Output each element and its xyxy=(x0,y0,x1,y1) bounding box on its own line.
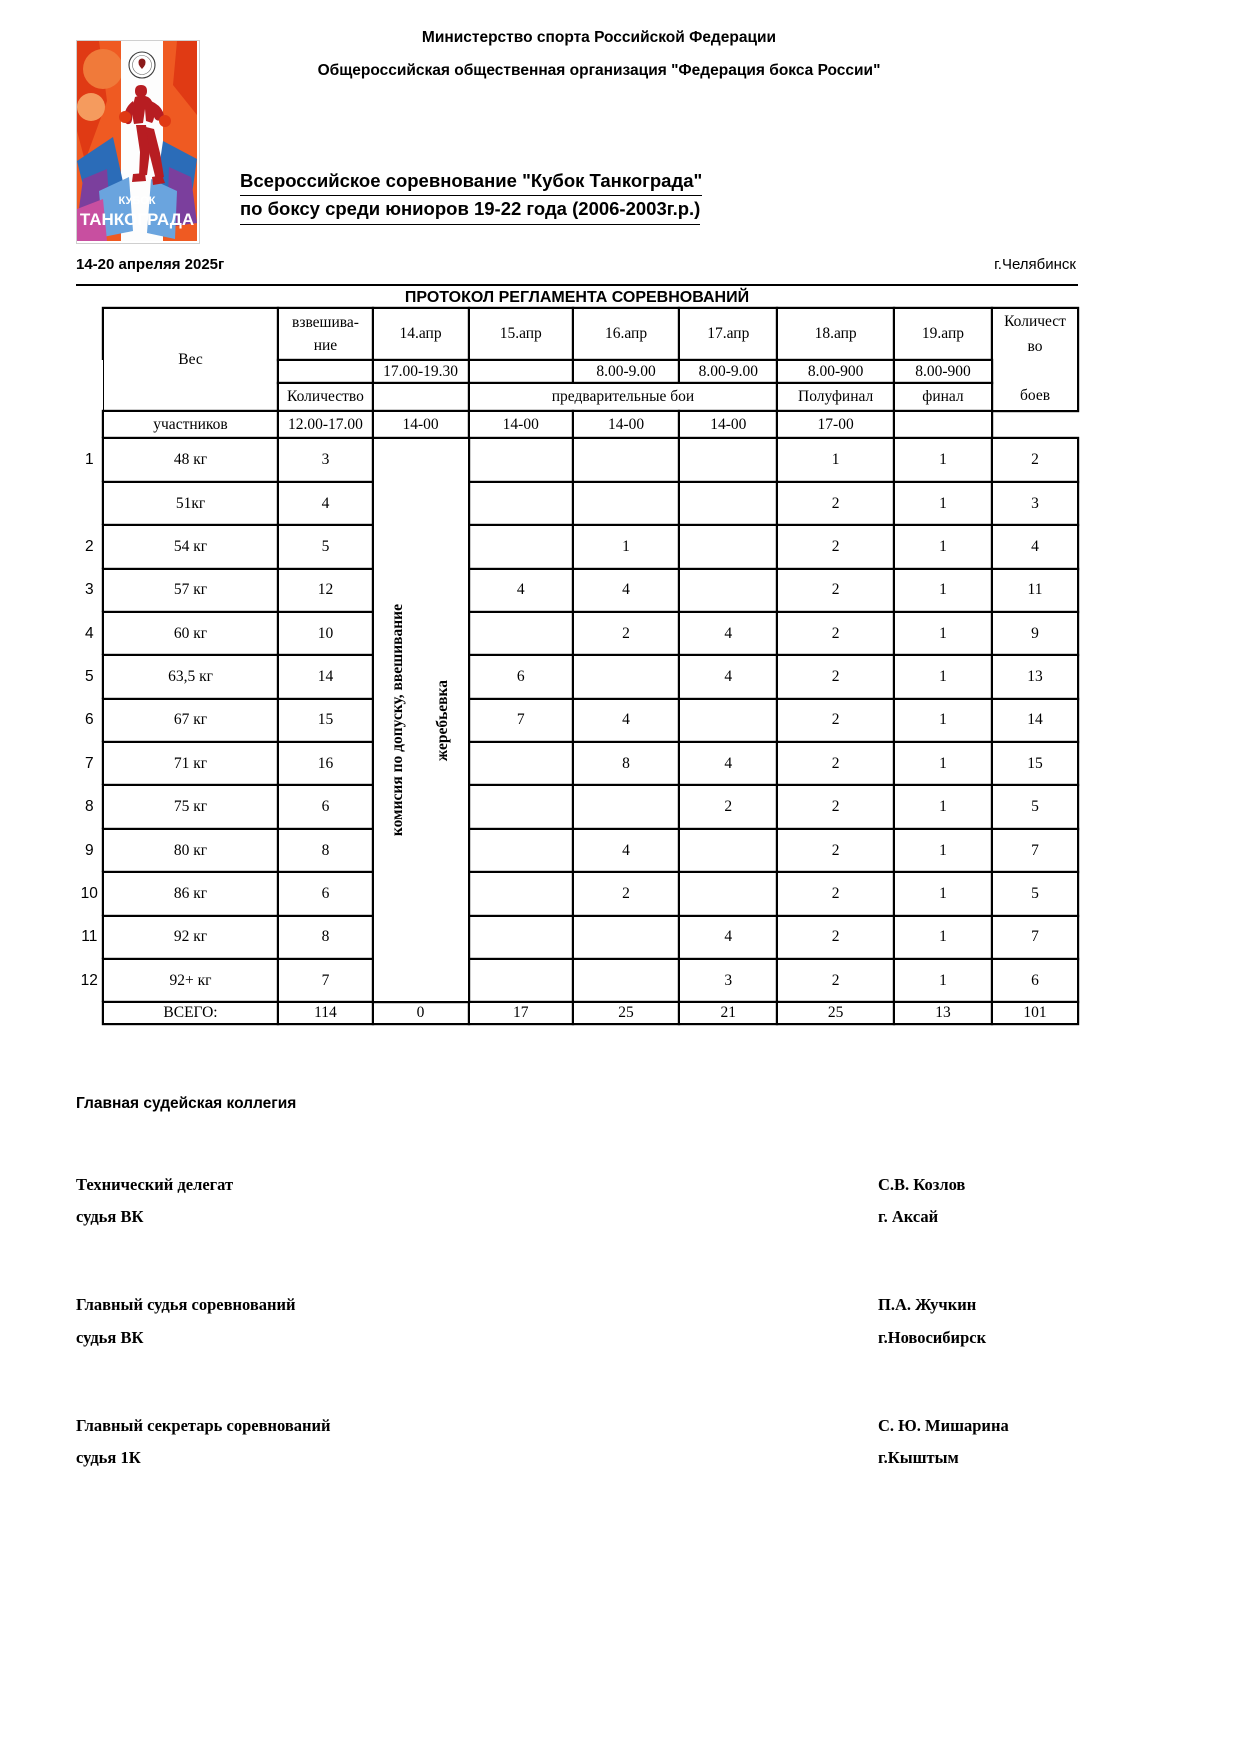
row-d17 xyxy=(679,482,777,525)
header-weighin xyxy=(278,308,372,360)
table-row xyxy=(76,569,1078,612)
header-weight: Вес xyxy=(103,308,279,411)
header-weighin-line1: взвешива- xyxy=(292,313,359,331)
row-index: 12 xyxy=(76,959,103,1003)
row-d16 xyxy=(573,482,679,525)
weighin-time-15apr xyxy=(469,360,573,383)
total-d18: 25 xyxy=(777,1002,894,1024)
table-row xyxy=(76,829,1078,872)
signature-name: П.А. Жучкин xyxy=(878,1295,977,1315)
row-bouts: 2 xyxy=(992,438,1078,481)
header-date-18apr: 18.апр xyxy=(777,308,894,360)
start-time-19apr: 17-00 xyxy=(777,411,894,438)
header-bouts-line3: боев xyxy=(1020,387,1051,405)
row-bouts: 15 xyxy=(992,742,1078,785)
competition-title-line-1: Всероссийское соревнование "Кубок Танкограда" xyxy=(240,168,702,196)
row-index: 1 xyxy=(76,438,103,481)
row-index: 4 xyxy=(76,612,103,655)
row-d19: 1 xyxy=(894,785,992,828)
tournament-poster-image xyxy=(76,40,200,244)
row-bouts: 6 xyxy=(992,959,1078,1003)
row-index: 9 xyxy=(76,829,103,872)
protocol-title: ПРОТОКОЛ РЕГЛАМЕНТА СОРЕВНОВАНИЙ xyxy=(76,284,1078,307)
row-weight: 80 кг xyxy=(103,829,279,872)
row-weight: 92+ кг xyxy=(103,959,279,1003)
start-time-14apr: 12.00-17.00 xyxy=(278,411,372,438)
row-d17: 4 xyxy=(679,742,777,785)
date-city-row xyxy=(76,256,1076,273)
row-participants: 7 xyxy=(278,959,372,1003)
total-d17: 21 xyxy=(679,1002,777,1024)
document-header xyxy=(0,24,1240,254)
row-participants: 3 xyxy=(278,438,372,481)
total-label: ВСЕГО: xyxy=(103,1002,279,1024)
stage-preliminary: предварительные бои xyxy=(469,383,778,411)
event-dates: 14-20 апреляя 2025г xyxy=(76,256,225,273)
total-d16: 25 xyxy=(573,1002,679,1024)
row-d15: 6 xyxy=(469,655,573,698)
row-d18: 2 xyxy=(777,916,894,959)
signature-name-block xyxy=(878,1289,1078,1353)
row-bouts: 5 xyxy=(992,785,1078,828)
row-d16: 4 xyxy=(573,569,679,612)
weighin-header-blank xyxy=(278,360,372,383)
start-time-18apr: 14-00 xyxy=(679,411,777,438)
row-d17: 4 xyxy=(679,655,777,698)
row-d15 xyxy=(469,872,573,915)
row-d18: 2 xyxy=(777,742,894,785)
row-bouts: 7 xyxy=(992,829,1078,872)
signature-city: г. Аксай xyxy=(878,1207,939,1227)
row-d17 xyxy=(679,525,777,568)
signature-entry-chief-secretary xyxy=(76,1410,1078,1474)
row-participants: 5 xyxy=(278,525,372,568)
table-row xyxy=(76,438,1078,481)
header-date-14apr: 14.апр xyxy=(373,308,469,360)
row-weight: 57 кг xyxy=(103,569,279,612)
table-header-dates-row xyxy=(76,308,1078,360)
row-d18: 2 xyxy=(777,569,894,612)
weighin-time-19apr: 8.00-900 xyxy=(894,360,992,383)
commission-vertical-text: комисия по допуску, ввешивание xyxy=(389,604,407,837)
row-d16 xyxy=(573,438,679,481)
row-d17: 3 xyxy=(679,959,777,1003)
event-city: г.Челябинск xyxy=(994,256,1076,273)
row-weight: 67 кг xyxy=(103,699,279,742)
table-row xyxy=(76,699,1078,742)
row-index xyxy=(76,482,103,525)
row-d17 xyxy=(679,438,777,481)
jury-heading: Главная судейская коллегия xyxy=(76,1095,297,1112)
row-index: 8 xyxy=(76,785,103,828)
weighin-time-17apr: 8.00-9.00 xyxy=(679,360,777,383)
row-weight: 71 кг xyxy=(103,742,279,785)
row-participants: 15 xyxy=(278,699,372,742)
row-d15 xyxy=(469,916,573,959)
row-participants: 8 xyxy=(278,916,372,959)
row-d17: 4 xyxy=(679,916,777,959)
row-d18: 2 xyxy=(777,699,894,742)
row-participants: 8 xyxy=(278,829,372,872)
row-participants: 6 xyxy=(278,785,372,828)
row-d18: 2 xyxy=(777,959,894,1003)
row-d19: 1 xyxy=(894,569,992,612)
row-d18: 2 xyxy=(777,482,894,525)
weighin-time-18apr: 8.00-900 xyxy=(777,360,894,383)
row-participants: 14 xyxy=(278,655,372,698)
row-d16: 2 xyxy=(573,612,679,655)
index-spacer xyxy=(76,1002,103,1024)
row-d18: 2 xyxy=(777,872,894,915)
row-bouts: 5 xyxy=(992,872,1078,915)
row-index: 2 xyxy=(76,525,103,568)
poster-artwork xyxy=(77,41,197,241)
row-index: 5 xyxy=(76,655,103,698)
regulations-table-wrapper xyxy=(76,308,1078,1024)
row-d15: 7 xyxy=(469,699,573,742)
signature-name-block xyxy=(878,1169,1078,1233)
row-d16 xyxy=(573,655,679,698)
table-row xyxy=(76,655,1078,698)
poster-tankograda-text: ТАНКОГРАДА xyxy=(79,210,195,229)
total-d19: 13 xyxy=(894,1002,992,1024)
row-d18: 2 xyxy=(777,525,894,568)
start-time-17apr: 14-00 xyxy=(573,411,679,438)
signature-name: С.В. Козлов xyxy=(878,1175,966,1194)
signature-role-line1: Главный секретарь соревнований xyxy=(76,1415,331,1435)
row-index: 6 xyxy=(76,699,103,742)
row-d15 xyxy=(469,525,573,568)
row-d17 xyxy=(679,569,777,612)
row-d19: 1 xyxy=(894,438,992,481)
signature-role-line2: судья ВК xyxy=(76,1207,144,1227)
row-index: 11 xyxy=(76,916,103,959)
row-d15 xyxy=(469,959,573,1003)
row-weight: 54 кг xyxy=(103,525,279,568)
row-bouts: 4 xyxy=(992,525,1078,568)
row-d19: 1 xyxy=(894,959,992,1003)
stage-final: финал xyxy=(894,383,992,411)
start-time-15apr: 14-00 xyxy=(373,411,469,438)
row-index: 3 xyxy=(76,569,103,612)
index-spacer xyxy=(76,411,103,438)
row-d19: 1 xyxy=(894,742,992,785)
row-weight: 60 кг xyxy=(103,612,279,655)
row-d19: 1 xyxy=(894,525,992,568)
row-d16 xyxy=(573,916,679,959)
commission-vertical-cell xyxy=(373,438,469,1002)
table-row xyxy=(76,872,1078,915)
row-bouts: 13 xyxy=(992,655,1078,698)
signature-city: г.Новосибирск xyxy=(878,1327,987,1347)
draw-vertical-text: жеребьевка xyxy=(434,679,452,761)
table-header-starttimes-row xyxy=(76,411,1078,438)
ministry-heading xyxy=(210,30,1110,78)
table-row xyxy=(76,612,1078,655)
header-date-19apr: 19.апр xyxy=(894,308,992,360)
row-d19: 1 xyxy=(894,482,992,525)
signatures-section xyxy=(76,1095,1078,1474)
row-d15 xyxy=(469,438,573,481)
row-d16: 4 xyxy=(573,829,679,872)
row-d16 xyxy=(573,959,679,1003)
competition-title-line-2: по боксу среди юниоров 19-22 года (2006-2003г.р.) xyxy=(240,196,700,224)
row-d18: 2 xyxy=(777,655,894,698)
header-date-15apr: 15.апр xyxy=(469,308,573,360)
row-weight: 51кг xyxy=(103,482,279,525)
stage-semifinal: Полуфинал xyxy=(777,383,894,411)
row-participants: 4 xyxy=(278,482,372,525)
index-spacer xyxy=(76,308,103,360)
signature-role-line2: судья 1К xyxy=(76,1447,141,1467)
row-d18: 2 xyxy=(777,612,894,655)
signature-name-block xyxy=(878,1410,1078,1474)
row-index: 10 xyxy=(76,872,103,915)
total-bouts: 101 xyxy=(992,1002,1078,1024)
row-d16 xyxy=(573,785,679,828)
signature-entry-chief-judge xyxy=(76,1289,1078,1353)
stage-blank-14apr xyxy=(373,383,469,411)
row-d18: 2 xyxy=(777,829,894,872)
row-d17 xyxy=(679,829,777,872)
table-total-row xyxy=(76,1002,1078,1024)
row-d17: 2 xyxy=(679,785,777,828)
row-d16: 4 xyxy=(573,699,679,742)
signature-role-line1: Главный судья соревнований xyxy=(76,1295,296,1315)
header-participants-qty xyxy=(278,383,372,411)
poster-kubok-text: КУБОК xyxy=(118,195,156,207)
row-participants: 12 xyxy=(278,569,372,612)
weighin-time-16apr: 8.00-9.00 xyxy=(573,360,679,383)
start-time-16apr: 14-00 xyxy=(469,411,573,438)
row-d19: 1 xyxy=(894,872,992,915)
header-qty-line1: Количество xyxy=(287,388,364,406)
row-d16: 2 xyxy=(573,872,679,915)
row-weight: 75 кг xyxy=(103,785,279,828)
header-participants-word: участников xyxy=(103,411,279,438)
row-d17: 4 xyxy=(679,612,777,655)
row-weight: 92 кг xyxy=(103,916,279,959)
row-bouts: 3 xyxy=(992,482,1078,525)
row-d19: 1 xyxy=(894,829,992,872)
table-row xyxy=(76,916,1078,959)
signature-name: С. Ю. Мишарина xyxy=(878,1415,1009,1435)
row-participants: 6 xyxy=(278,872,372,915)
row-bouts: 11 xyxy=(992,569,1078,612)
row-bouts: 14 xyxy=(992,699,1078,742)
total-d15: 17 xyxy=(469,1002,573,1024)
total-d14: 0 xyxy=(373,1002,469,1024)
row-d19: 1 xyxy=(894,699,992,742)
table-row xyxy=(76,482,1078,525)
ministry-line-1: Министерство спорта Российской Федерации xyxy=(421,29,777,46)
competition-title xyxy=(240,168,840,225)
index-spacer xyxy=(76,360,103,383)
signature-entry-technical-delegate xyxy=(76,1169,1078,1233)
ministry-line-2: Общероссийская общественная организация "Федерация бокса России" xyxy=(317,61,881,79)
row-d18: 1 xyxy=(777,438,894,481)
row-d15 xyxy=(469,785,573,828)
row-participants: 16 xyxy=(278,742,372,785)
total-participants: 114 xyxy=(278,1002,372,1024)
row-d17 xyxy=(679,699,777,742)
table-row xyxy=(76,742,1078,785)
row-d16: 8 xyxy=(573,742,679,785)
signature-city: г.Кыштым xyxy=(878,1447,959,1467)
header-date-17apr: 17.апр xyxy=(679,308,777,360)
row-d15 xyxy=(469,742,573,785)
row-weight: 86 кг xyxy=(103,872,279,915)
row-index: 7 xyxy=(76,742,103,785)
table-row xyxy=(76,785,1078,828)
row-d19: 1 xyxy=(894,916,992,959)
signature-role-line2: судья ВК xyxy=(76,1327,144,1347)
row-weight: 48 кг xyxy=(103,438,279,481)
index-spacer xyxy=(76,383,103,411)
header-bouts-line1: Количест xyxy=(1004,313,1066,330)
row-d15 xyxy=(469,612,573,655)
header-date-16apr: 16.апр xyxy=(573,308,679,360)
row-d19: 1 xyxy=(894,655,992,698)
row-d17 xyxy=(679,872,777,915)
row-weight: 63,5 кг xyxy=(103,655,279,698)
regulations-table xyxy=(76,308,1078,1024)
row-d15 xyxy=(469,482,573,525)
bouts-header-blank xyxy=(894,411,992,438)
signature-role-line1: Технический делегат xyxy=(76,1175,234,1194)
header-bouts-count xyxy=(992,308,1078,411)
row-d18: 2 xyxy=(777,785,894,828)
row-bouts: 9 xyxy=(992,612,1078,655)
row-participants: 10 xyxy=(278,612,372,655)
header-bouts-line2: во xyxy=(1027,337,1043,355)
header-weighin-line2: ние xyxy=(313,337,338,355)
row-d19: 1 xyxy=(894,612,992,655)
row-d15: 4 xyxy=(469,569,573,612)
table-row xyxy=(76,525,1078,568)
weighin-time-14apr: 17.00-19.30 xyxy=(373,360,469,383)
table-row xyxy=(76,959,1078,1003)
row-d15 xyxy=(469,829,573,872)
row-d16: 1 xyxy=(573,525,679,568)
row-bouts: 7 xyxy=(992,916,1078,959)
